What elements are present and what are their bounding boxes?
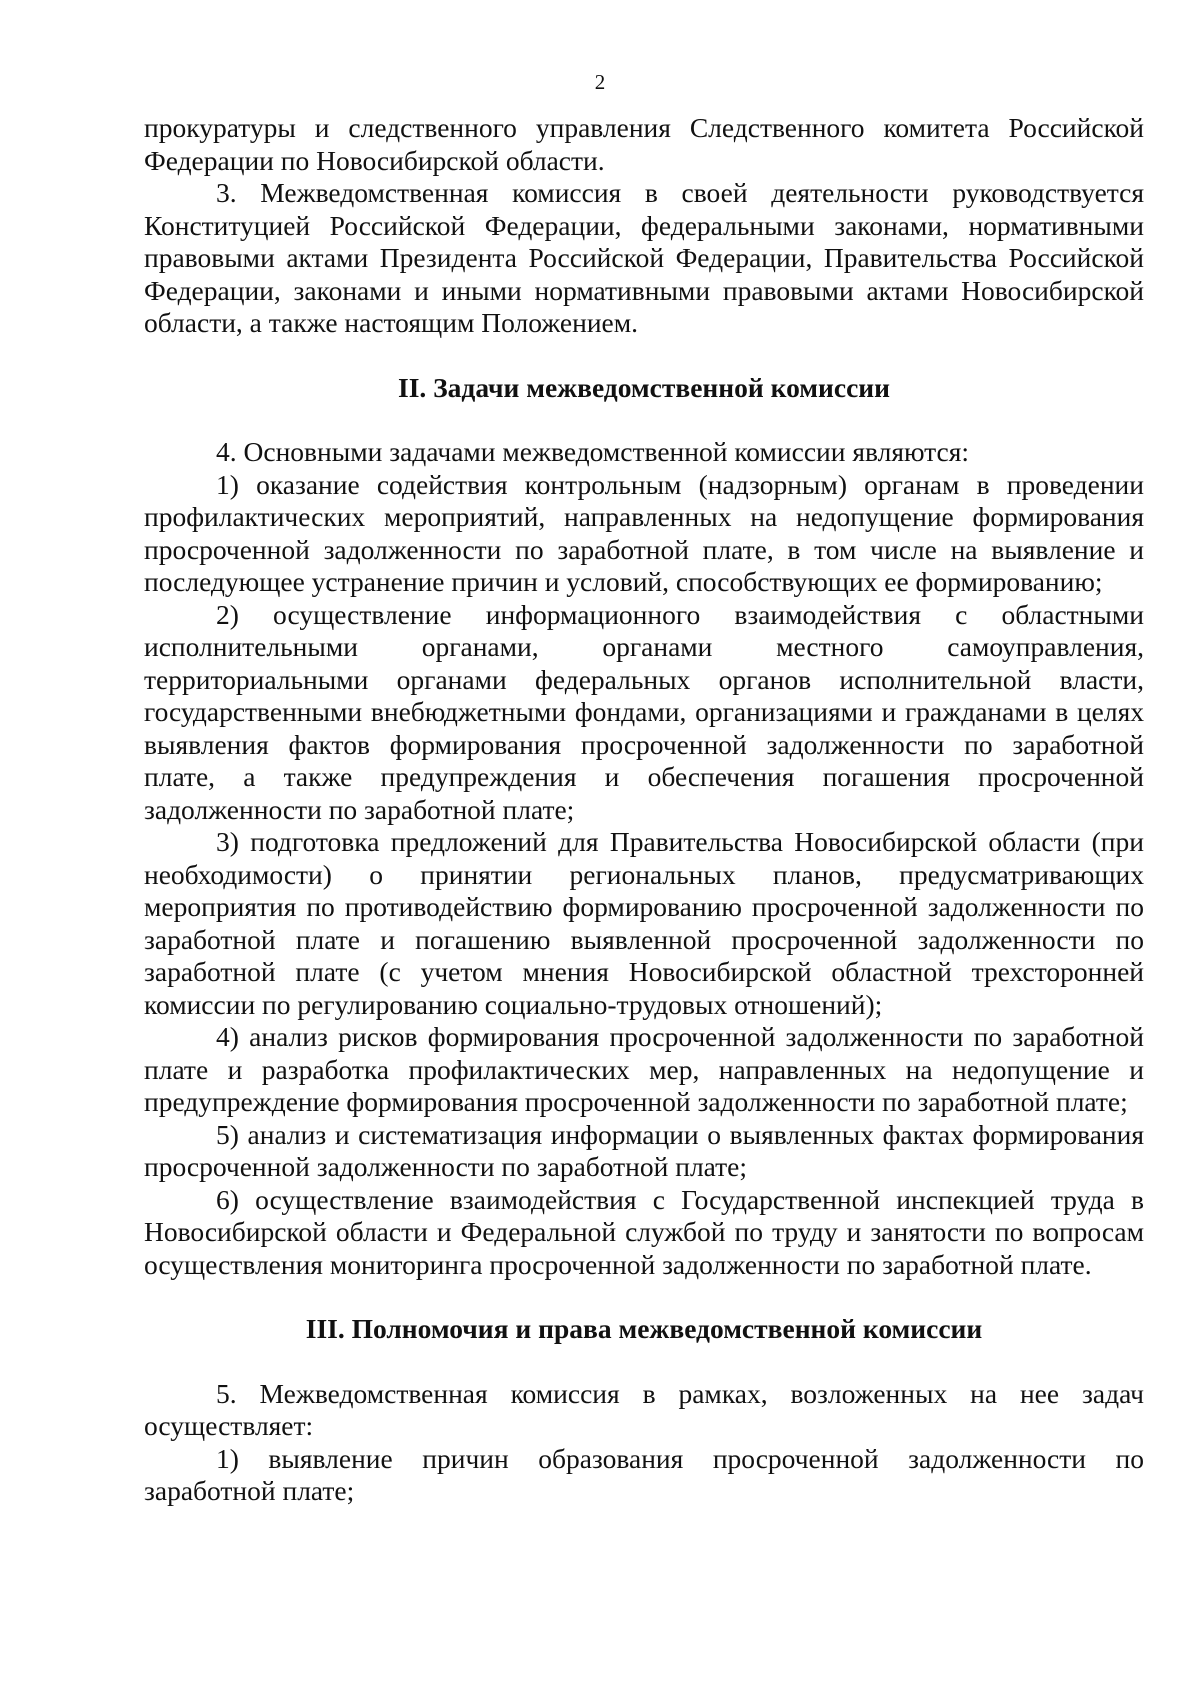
paragraph-subitem-2: 2) осуществление информационного взаимодействия с областными исполнительными органами, органами местного самоуправления, территориальными органами федеральных органов исполнительной власти, государственными внебюджетными фондами, организациями и гражданами в целях выявления фактов формирования просроченной задолженности по заработной плате, а также предупреждения и обеспечения погашения просроченной задолженности по заработной плате; [144, 598, 1144, 825]
paragraph-subitem-1: 1) оказание содействия контрольным (надзорным) органам в проведении профилактических мероприятий, направленных на недопущение формирования просроченной задолженности по заработной плате, в том числе на выявление и последующее устранение причин и условий, способствующих ее формированию; [144, 468, 1144, 597]
paragraph-subitem-6: 6) осуществление взаимодействия с Государственной инспекцией труда в Новосибирской области и Федеральной службой по труду и занятости по вопросам осуществления мониторинга просроченной задолженности по заработной плате. [144, 1183, 1144, 1280]
paragraph-item-4: 4. Основными задачами межведомственной комиссии являются: [216, 436, 970, 467]
spacer [144, 404, 1144, 436]
page-number: 2 [594, 70, 606, 94]
document-body [144, 112, 1144, 1508]
paragraph-item-3: 3. Межведомственная комиссия в своей деятельности руководствуется Конституцией Российской Федерации, федеральными законами, нормативными правовыми актами Президента Российской Федерации, Правительства Российской Федерации, законами и иными нормативными правовыми актами Новосибирской области, а также настоящим Положением. [144, 177, 1144, 338]
paragraph-subitem-4: 4) анализ рисков формирования просроченной задолженности по заработной плате и разработка профилактических мер, направленных на недопущение и предупреждение формирования просроченной задолженности по заработной плате; [144, 1021, 1144, 1117]
section-3-heading: III. Полномочия и права межведомственной комиссии [305, 1313, 983, 1344]
section-2-heading: II. Задачи межведомственной комиссии [398, 371, 890, 403]
paragraph-item-5: 5. Межведомственная комиссия в рамках, возложенных на нее задач осуществляет: [144, 1377, 1144, 1441]
spacer [144, 340, 1144, 372]
spacer [144, 1346, 1144, 1378]
paragraph-subitem-1b: 1) выявление причин образования просроченной задолженности по заработной плате; [144, 1442, 1144, 1506]
paragraph-subitem-3: 3) подготовка предложений для Правительства Новосибирской области (при необходимости) о принятии региональных планов, предусматривающих мероприятия по противодействию формированию просроченной задолженности по заработной плате и погашению выявленной просроченной задолженности по заработной плате (с учетом мнения Новосибирской областной трехсторонней комиссии по регулированию социально-трудовых отношений); [144, 826, 1144, 1020]
paragraph-intro-continuation: прокуратуры и следственного управления Следственного комитета Российской Федерации по Новосибирской области. [144, 112, 1144, 176]
spacer [144, 1281, 1144, 1313]
paragraph-subitem-5: 5) анализ и систематизация информации о выявленных фактах формирования просроченной задолженности по заработной плате; [144, 1118, 1144, 1182]
